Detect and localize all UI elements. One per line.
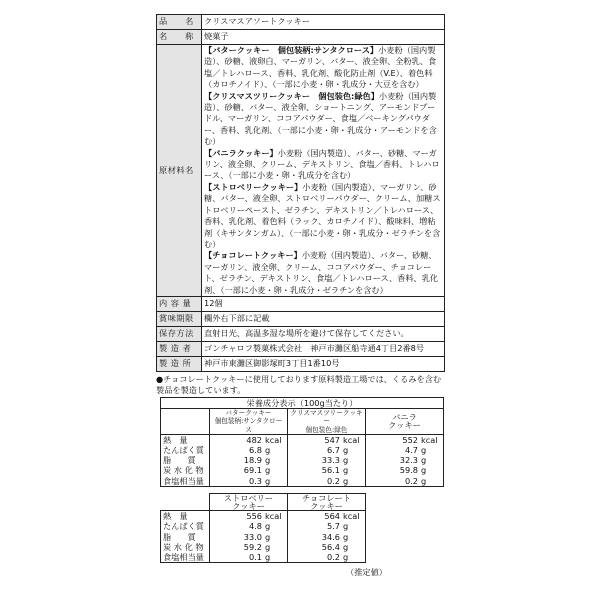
value-unit: g (265, 531, 271, 542)
header-spacer (161, 409, 210, 435)
header-spacer (161, 493, 210, 510)
spec-label: 原材料名 (157, 45, 202, 297)
value-number: 56.4 (321, 541, 340, 552)
spec-row-maker (157, 341, 445, 356)
value-unit: g (265, 521, 271, 532)
value-unit: g (421, 444, 427, 455)
column-header-line2: クッキー (388, 420, 421, 431)
value-number: 4.8 (248, 521, 262, 532)
spec-label: 製 造 者 (157, 341, 202, 356)
value-number: 33.0 (243, 531, 262, 542)
value-cell (368, 476, 441, 486)
row-label: たんぱく質 (163, 444, 204, 455)
value-cell (212, 532, 285, 542)
allergen-note: ●チョコレートクッキーに使用しております原料製造工場では、くるみを含む製品を製造しています。 (156, 373, 442, 395)
value-unit: g (265, 444, 271, 455)
ingredient-text: 小麦粉（国内製造）、マーガリン、砂糖、バター、液全卵、ストロベリーパウダー、クリーム、加糖ストロベリーペースト、ゼラチン、デキストリン／トレハロース、香料、乳化剤、着色料（ラック、カロチノイド）、酸味料、増粘剤（キサンタンガム）、（一部に小麦・卵・乳成分・ゼラチンを含む） (204, 181, 441, 249)
spec-value: 12個 (202, 296, 445, 311)
value-cell (290, 445, 363, 455)
nutrition-body-row (161, 434, 444, 486)
nutrition-header-row (161, 409, 444, 435)
ingredient-block (204, 91, 442, 148)
nutrition-table-1 (160, 397, 444, 487)
value-unit: g (343, 444, 349, 455)
value-number: 56.1 (321, 465, 340, 476)
ingredient-heading: 【バタークッキー 個包装柄:サンタクロース】 (204, 45, 379, 55)
value-number: 0.1 (248, 551, 262, 562)
column-header-line1: ストロベリー (223, 492, 274, 503)
value-cell (290, 455, 363, 465)
value-cell (368, 445, 441, 455)
ingredient-block (204, 45, 442, 91)
value-unit: g (343, 475, 349, 486)
value-unit: kcal (343, 434, 360, 445)
value-number: 552 (402, 434, 418, 445)
value-cell (290, 465, 363, 475)
value-cell (212, 511, 285, 521)
spec-value: 神戸市東灘区御影塚町3丁目1番10号 (202, 356, 445, 371)
value-number: 564 (324, 511, 340, 522)
value-cell (212, 455, 285, 465)
value-unit: kcal (421, 434, 438, 445)
value-number: 482 (246, 434, 262, 445)
value-cell (368, 465, 441, 475)
value-cell (290, 435, 363, 445)
value-unit: g (421, 455, 427, 466)
spec-row-qty (157, 296, 445, 311)
value-column (210, 434, 288, 486)
spec-value: クリスマスアソートクッキー (202, 15, 445, 30)
value-number: 59.8 (399, 465, 418, 476)
value-unit: kcal (343, 511, 360, 522)
nutrition-title-row (161, 397, 444, 408)
spec-row-plant (157, 356, 445, 371)
value-unit: g (343, 551, 349, 562)
column-header-line2: 個包装柄:サンタクロース (214, 417, 283, 434)
ingredient-heading: 【チョコレートクッキー】 (204, 250, 302, 261)
value-number: 59.2 (243, 541, 262, 552)
ingredient-block (204, 182, 442, 250)
nutrition-title: 栄養成分表示（100g当たり） (161, 397, 444, 408)
value-unit: g (343, 531, 349, 542)
spec-row-type (157, 30, 445, 45)
row-labels (161, 434, 210, 486)
value-number: 6.8 (248, 444, 262, 455)
value-cell (290, 542, 363, 552)
value-unit: g (265, 475, 271, 486)
value-unit: g (421, 465, 427, 476)
spec-label: 賞味期限 (157, 311, 202, 326)
value-number: 33.3 (321, 455, 340, 466)
spec-label: 製 造 所 (157, 356, 202, 371)
row-label: 熱 量 (163, 434, 188, 445)
row-label: 炭 水 化 物 (163, 465, 204, 476)
value-unit: kcal (265, 434, 282, 445)
value-column (288, 434, 366, 486)
column-header-line1: クリスマスツリークッキー (290, 409, 363, 426)
row-label: たんぱく質 (163, 521, 204, 532)
value-unit: g (421, 475, 427, 486)
value-unit: g (343, 455, 349, 466)
ingredient-block (204, 148, 442, 182)
value-cell (290, 476, 363, 486)
row-label: 脂 質 (163, 531, 196, 542)
spec-label: 内 容 量 (157, 296, 202, 311)
row-label: 炭 水 化 物 (163, 541, 204, 552)
value-cell (212, 476, 285, 486)
column-header-line1: バニラ (392, 412, 417, 423)
value-unit: g (343, 541, 349, 552)
value-column (210, 511, 288, 563)
value-number: 5.7 (326, 521, 340, 532)
column-header-line2: 個包装色:緑色 (305, 425, 348, 434)
value-number: 6.7 (326, 444, 340, 455)
column-header-line1: チョコレート (302, 492, 351, 503)
ingredient-text: 小麦粉（国内製造）、バター、砂糖、マーガリン、液全卵、クリーム、ココアパウダー、チョコレート、ゼラチン、デキストリン、食塩／トレハロース、香料、乳化剤、（一部に小麦・卵・乳成分・ゼラチンを含む） (204, 250, 439, 295)
food-label-sheet (156, 14, 445, 578)
column-header-line2: クッキー (232, 500, 265, 511)
estimate-footnote: （推定値） (346, 567, 387, 578)
value-number: 69.1 (243, 465, 262, 476)
value-number: 4.7 (404, 444, 418, 455)
spec-row-expiry (157, 311, 445, 326)
product-spec-table (156, 14, 445, 372)
value-unit: g (265, 551, 271, 562)
column-header-line2: クッキー (310, 500, 343, 511)
value-cell (212, 552, 285, 562)
value-column (288, 511, 366, 563)
column-header (288, 409, 366, 435)
value-column (366, 434, 444, 486)
ingredient-heading: 【クリスマスツリークッキー 個包装色:緑色】 (204, 90, 379, 101)
value-number: 556 (246, 511, 262, 522)
spec-value: ゴンチャロフ製菓株式会社 神戸市灘区船寺通4丁目2番8号 (202, 341, 445, 356)
value-number: 34.6 (321, 531, 340, 542)
row-label: 食塩相当量 (163, 475, 204, 486)
value-cell (290, 532, 363, 542)
value-number: 18.9 (243, 455, 262, 466)
value-number: 0.3 (248, 475, 262, 486)
ingredients-list (202, 45, 445, 297)
spec-label: 名 称 (157, 30, 202, 45)
spec-row-storage (157, 326, 445, 341)
value-unit: g (343, 521, 349, 532)
spec-value: 欄外右下部に記載 (202, 311, 445, 326)
value-unit: g (343, 465, 349, 476)
ingredient-text: 小麦粉（国内製造）、砂糖、バター、液全卵、ショートニング、アーモンドプードル、マーガリン、ココアパウダー、食塩／ベーキングパウダー、香料、乳化剤、（一部に小麦・卵・乳成分・アーモンドを含む） (204, 90, 437, 147)
value-cell (212, 445, 285, 455)
ingredient-text: 小麦粉（国内製造）、砂糖、液卵白、マーガリン、バター、液全卵、全粉乳、食塩／トレハロース、香料、乳化剤、酸化防止剤（V.E）、着色料（カロチノイド）、（一部に小麦・卵・乳成分・大豆を含む） (204, 45, 437, 90)
value-number: 0.2 (326, 475, 340, 486)
value-cell (212, 465, 285, 475)
row-labels (161, 511, 210, 563)
row-label: 食塩相当量 (163, 551, 204, 562)
spec-value: 焼菓子 (202, 30, 445, 45)
value-unit: g (265, 465, 271, 476)
ingredient-text: 小麦粉（国内製造）、バター、砂糖、マーガリン、液全卵、クリーム、デキストリン、食塩／香料、トレハロース、（一部に小麦・卵・乳成分を含む） (204, 147, 440, 181)
spec-label: 保存方法 (157, 326, 202, 341)
nutrition-table-2 (160, 493, 366, 563)
spec-row-ingredients (157, 45, 445, 297)
value-cell (368, 455, 441, 465)
spec-label: 品 名 (157, 15, 202, 30)
value-cell (212, 542, 285, 552)
value-unit: kcal (265, 511, 282, 522)
value-cell (290, 521, 363, 531)
column-header-line1: バタークッキー (225, 409, 272, 418)
nutrition-body-row (161, 511, 366, 563)
value-unit: g (265, 541, 271, 552)
column-header (210, 409, 288, 435)
value-cell (290, 511, 363, 521)
value-number: 0.2 (404, 475, 418, 486)
spec-value: 直射日光、高温多湿な場所を避けて保存してください。 (202, 326, 445, 341)
value-number: 547 (324, 434, 340, 445)
value-number: 32.3 (399, 455, 418, 466)
nutrition-header-row (161, 493, 366, 510)
value-unit: g (265, 455, 271, 466)
ingredient-heading: 【ストロベリークッキー】 (204, 181, 303, 192)
value-cell (290, 552, 363, 562)
value-cell (212, 435, 285, 445)
column-header (210, 493, 288, 510)
value-cell (212, 521, 285, 531)
value-number: 0.2 (326, 551, 340, 562)
column-header (366, 409, 444, 435)
row-label: 脂 質 (163, 455, 196, 466)
ingredient-heading: 【バニラクッキー】 (204, 147, 278, 158)
row-label: 熱 量 (163, 511, 188, 522)
column-header (288, 493, 366, 510)
ingredient-block (204, 250, 442, 296)
value-cell (368, 435, 441, 445)
spec-row-name (157, 15, 445, 30)
